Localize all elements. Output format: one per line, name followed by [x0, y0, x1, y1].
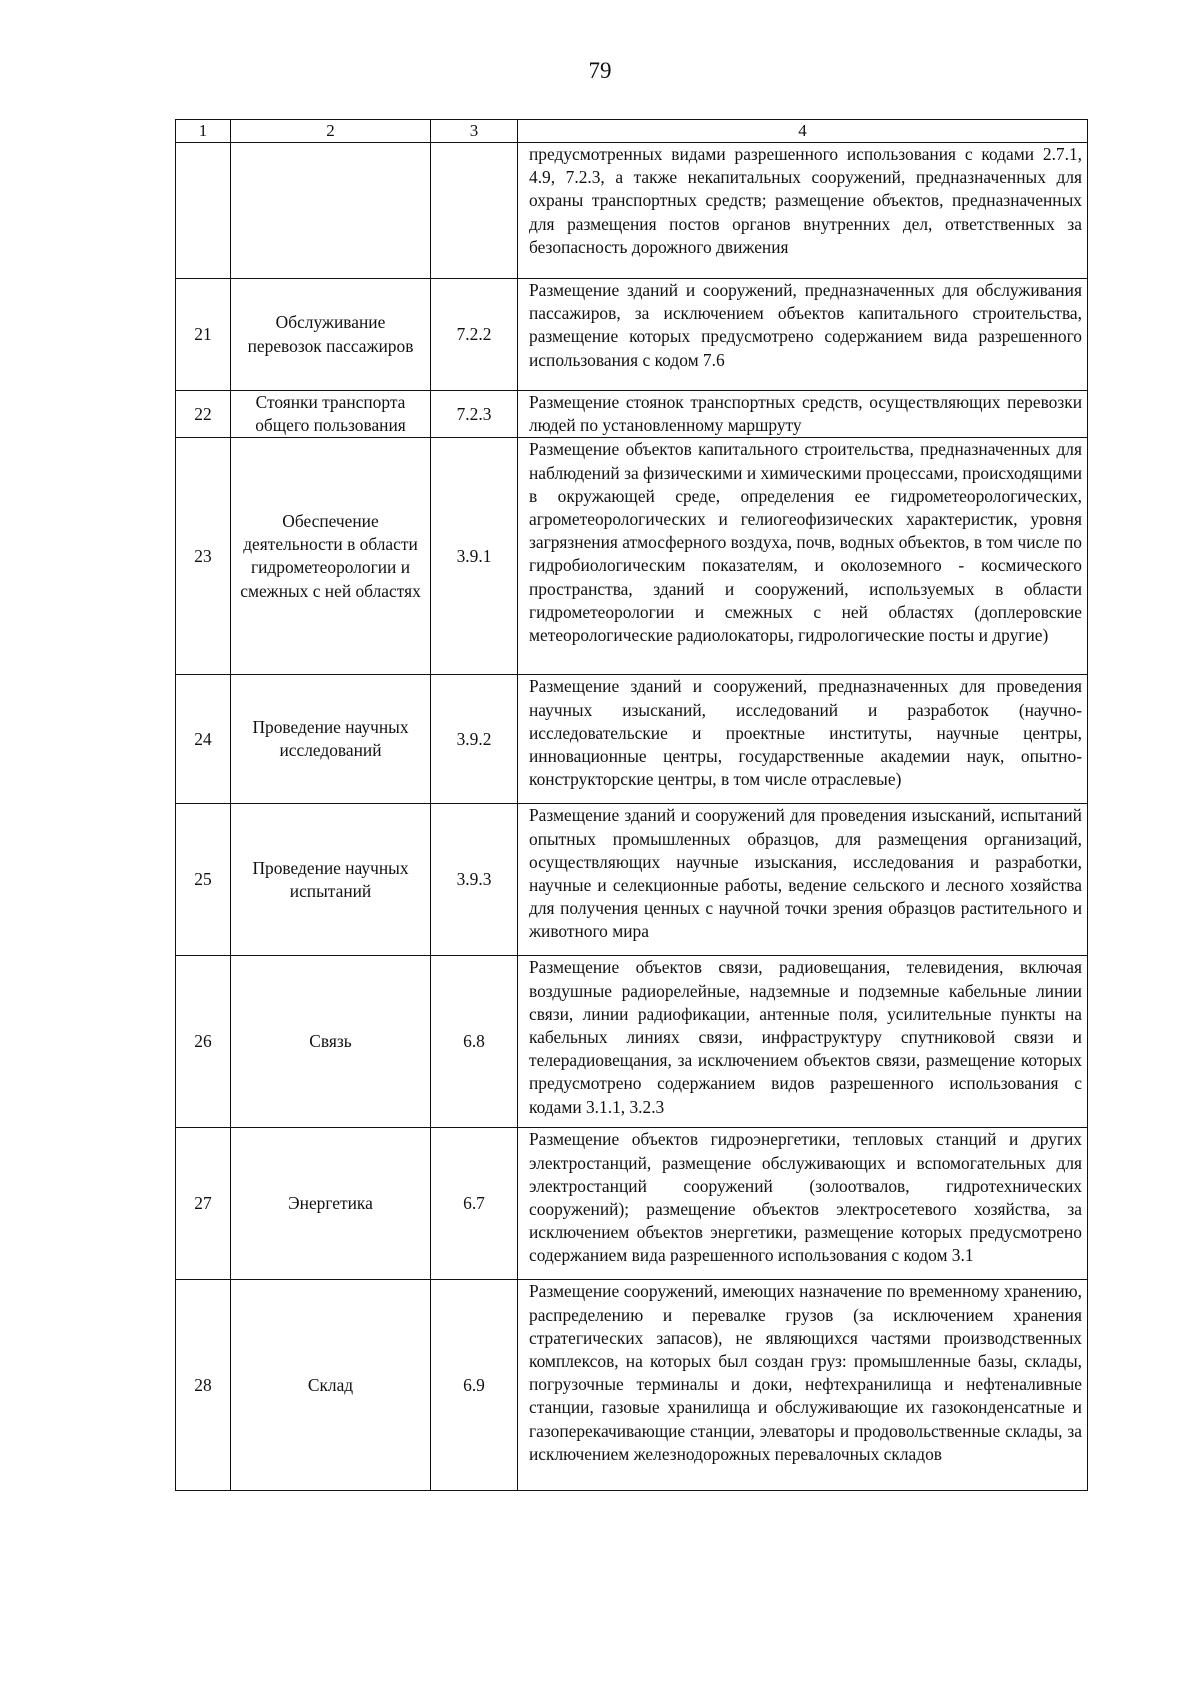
use-type-name: Обеспечение деятельности в области гидрометеорологии и смежных с ней областях [231, 438, 431, 675]
use-type-name: Энергетика [231, 1128, 431, 1280]
use-type-name: Проведение научных испытаний [231, 804, 431, 956]
use-type-code [431, 143, 518, 279]
use-type-description: предусмотренных видами разрешенного использования с кодами 2.7.1, 4.9, 7.2.3, а также некапитальных сооружений, предназначенных для охраны транспортных средств; размещение объектов, предназначенных для размещения постов органов внутренних дел, ответственных за безопасность дорожного движения [518, 143, 1088, 279]
use-type-code: 6.7 [431, 1128, 518, 1280]
use-type-code: 3.9.1 [431, 438, 518, 675]
row-number: 22 [176, 391, 231, 438]
row-number: 23 [176, 438, 231, 675]
use-type-code: 7.2.3 [431, 391, 518, 438]
table-row [176, 391, 1088, 438]
row-number: 25 [176, 804, 231, 956]
use-type-name: Проведение научных исследований [231, 675, 431, 804]
use-type-code: 6.9 [431, 1280, 518, 1491]
use-type-name: Стоянки транспорта общего пользования [231, 391, 431, 438]
page-number: 79 [588, 58, 612, 83]
use-type-code: 7.2.2 [431, 279, 518, 391]
use-type-description: Размещение стоянок транспортных средств, осуществляющих перевозки людей по установленному маршруту [518, 391, 1088, 438]
use-type-name: Обслуживание перевозок пассажиров [231, 279, 431, 391]
use-type-name: Связь [231, 956, 431, 1128]
row-number: 21 [176, 279, 231, 391]
row-number: 24 [176, 675, 231, 804]
use-type-description: Размещение зданий и сооружений, предназначенных для обслуживания пассажиров, за исключением объектов капитального строительства, размещение которых предусмотрено содержанием вида разрешенного использования с кодом 7.6 [518, 279, 1088, 391]
use-type-name: Склад [231, 1280, 431, 1491]
table-row [176, 1128, 1088, 1280]
use-type-code: 3.9.2 [431, 675, 518, 804]
use-type-code: 6.8 [431, 956, 518, 1128]
table-row [176, 804, 1088, 956]
use-type-description: Размещение объектов гидроэнергетики, тепловых станций и других электростанций, размещение обслуживающих и вспомогательных для электростанций сооружений (золоотвалов, гидротехнических сооружений); размещение объектов электросетевого хозяйства, за исключением объектов энергетики, размещение которых предусмотрено содержанием вида разрешенного использования с кодом 3.1 [518, 1128, 1088, 1280]
table-row [176, 956, 1088, 1128]
table-body [176, 120, 1088, 1491]
row-number: 27 [176, 1128, 231, 1280]
use-type-code: 3.9.3 [431, 804, 518, 956]
table-row [176, 675, 1088, 804]
header-col-3: 3 [431, 120, 518, 143]
use-type-description: Размещение зданий и сооружений, предназначенных для проведения научных изысканий, исследований и разработок (научно-исследовательские и проектные институты, научные центры, инновационные центры, государственные академии наук, опытно-конструкторские центры, в том числе отраслевые) [518, 675, 1088, 804]
row-number: 28 [176, 1280, 231, 1491]
header-col-2: 2 [231, 120, 431, 143]
land-use-table [175, 119, 1088, 1491]
row-number: 26 [176, 956, 231, 1128]
table-row [176, 279, 1088, 391]
header-col-1: 1 [176, 120, 231, 143]
table-row [176, 438, 1088, 675]
use-type-description: Размещение сооружений, имеющих назначение по временному хранению, распределению и перевалке грузов (за исключением хранения стратегических запасов), не являющихся частями производственных комплексов, на которых был создан груз: промышленные базы, склады, погрузочные терминалы и доки, нефтехранилища и нефтеналивные станции, газовые хранилища и обслуживающие их газоконденсатные и газоперекачивающие станции, элеваторы и продовольственные склады, за исключением железнодорожных перевалочных складов [518, 1280, 1088, 1491]
table-row [176, 1280, 1088, 1491]
use-type-description: Размещение объектов связи, радиовещания, телевидения, включая воздушные радиорелейные, надземные и подземные кабельные линии связи, линии радиофикации, антенные поля, усилительные пункты на кабельных линиях связи, инфраструктуру спутниковой связи и телерадиовещания, за исключением объектов связи, размещение которых предусмотрено содержанием видов разрешенного использования с кодами 3.1.1, 3.2.3 [518, 956, 1088, 1128]
use-type-description: Размещение объектов капитального строительства, предназначенных для наблюдений за физическими и химическими процессами, происходящими в окружающей среде, определения ее гидрометеорологических, агрометеорологических и гелиогеофизических характеристик, уровня загрязнения атмосферного воздуха, почв, водных объектов, в том числе по гидробиологическим показателям, и околоземного - космического пространства, зданий и сооружений, используемых в области гидрометеорологии и смежных с ней областях (доплеровские метеорологические радиолокаторы, гидрологические посты и другие) [518, 438, 1088, 675]
use-type-description: Размещение зданий и сооружений для проведения изысканий, испытаний опытных промышленных образцов, для размещения организаций, осуществляющих научные изыскания, исследования и разработки, научные и селекционные работы, ведение сельского и лесного хозяйства для получения ценных с научной точки зрения образцов растительного и животного мира [518, 804, 1088, 956]
row-number [176, 143, 231, 279]
table-row [176, 143, 1088, 279]
header-col-4: 4 [518, 120, 1088, 143]
use-type-name [231, 143, 431, 279]
table-header-row [176, 120, 1088, 143]
